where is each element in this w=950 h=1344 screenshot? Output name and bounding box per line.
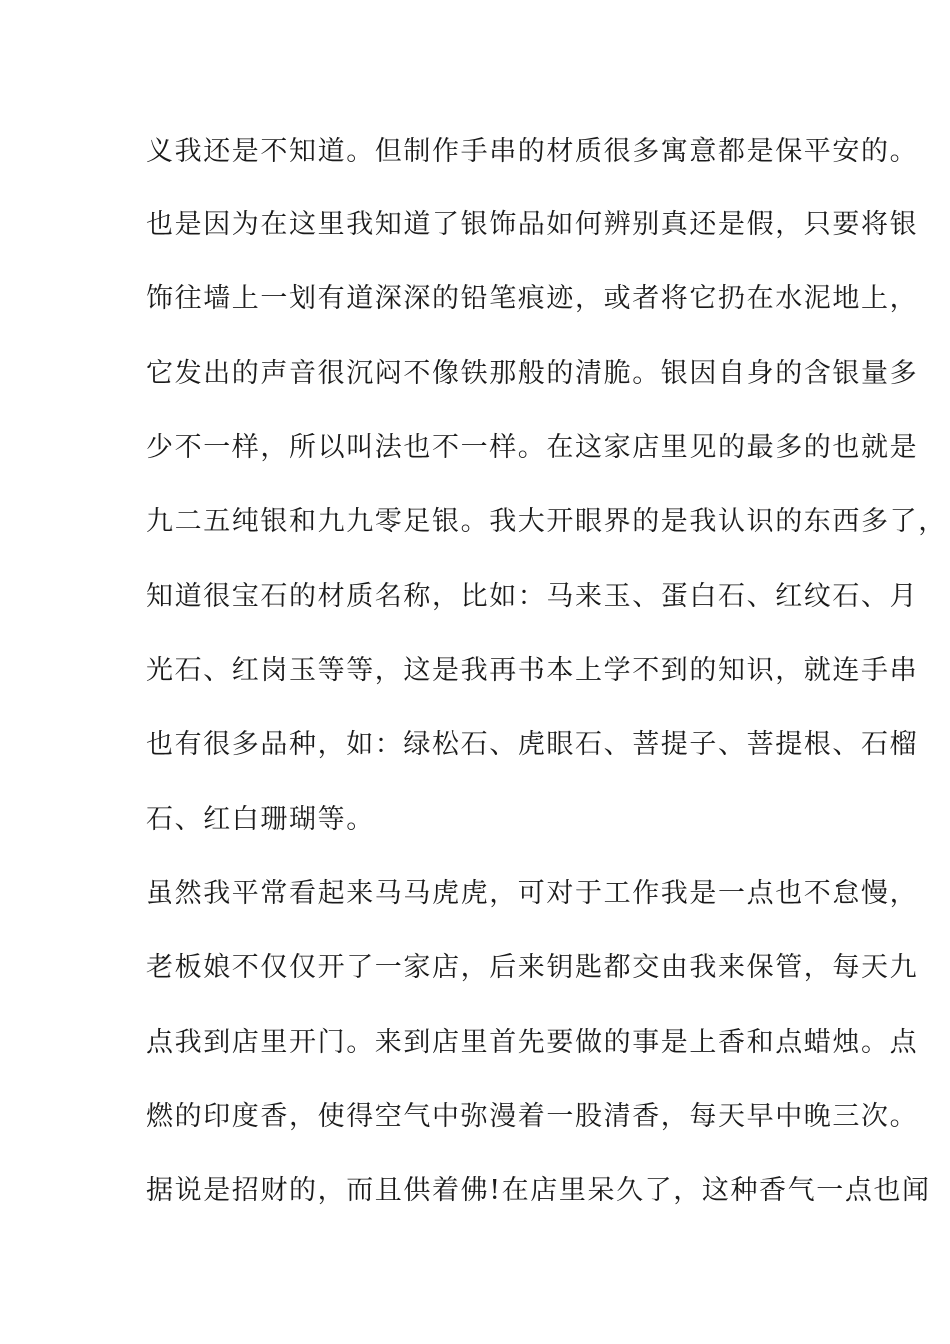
text-line: 也有很多品种，如：绿松石、虎眼石、菩提子、菩提根、石榴	[146, 729, 919, 760]
text-line: 虽然我平常看起来马马虎虎，可对于工作我是一点也不怠慢，	[146, 878, 919, 909]
text-line: 光石、红岗玉等等，这是我再书本上学不到的知识，就连手串	[146, 655, 919, 686]
text-line: 点我到店里开门。来到店里首先要做的事是上香和点蜡烛。点	[146, 1027, 919, 1058]
text-line: 石、红白珊瑚等。	[146, 804, 375, 835]
text-line: 九二五纯银和九九零足银。我大开眼界的是我认识的东西多了，	[146, 506, 947, 537]
text-line: 饰往墙上一划有道深深的铅笔痕迹，或者将它扔在水泥地上，	[146, 283, 919, 314]
text-line: 义我还是不知道。但制作手串的材质很多寓意都是保平安的。	[146, 136, 919, 167]
text-line: 燃的印度香，使得空气中弥漫着一股清香，每天早中晚三次。	[146, 1101, 919, 1132]
text-line: 据说是招财的，而且供着佛!在店里呆久了，这种香气一点也闻	[146, 1175, 931, 1206]
text-line: 少不一样，所以叫法也不一样。在这家店里见的最多的也就是	[146, 432, 919, 463]
text-line: 老板娘不仅仅开了一家店，后来钥匙都交由我来保管，每天九	[146, 952, 919, 983]
text-line: 它发出的声音很沉闷不像铁那般的清脆。银因自身的含银量多	[146, 358, 919, 389]
text-line: 也是因为在这里我知道了银饰品如何辨别真还是假，只要将银	[146, 209, 919, 240]
text-line: 知道很宝石的材质名称，比如：马来玉、蛋白石、红纹石、月	[146, 581, 919, 612]
